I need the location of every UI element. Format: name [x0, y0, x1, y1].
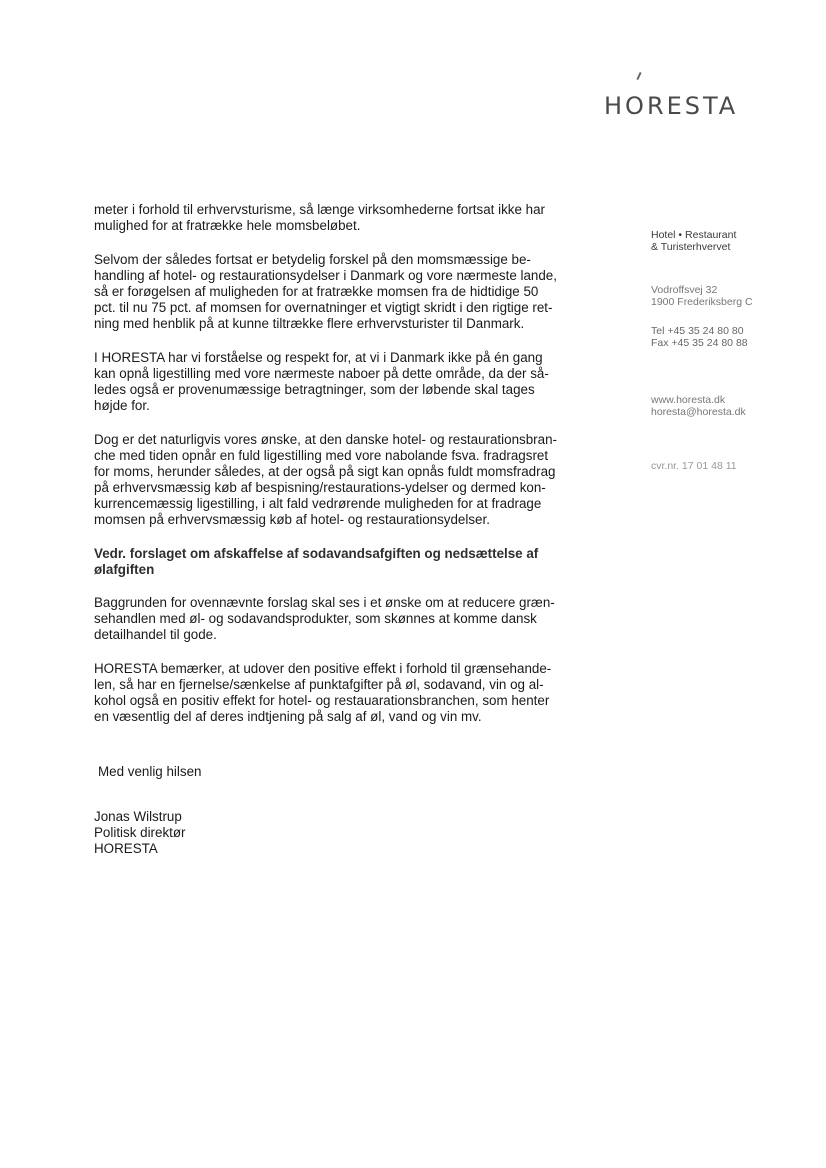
text-line: HORESTA bemærker, at udover den positive effekt i forhold til grænsehande-: [94, 661, 552, 676]
logo-accent-mark: [636, 72, 641, 80]
text-line: momsen på erhvervsmæssig køb af hotel- og restaurationsydelser.: [94, 512, 490, 527]
horesta-logo: [604, 80, 754, 120]
sidebar-line: Fax +45 35 24 80 88: [651, 337, 748, 349]
signature-block: [94, 809, 186, 857]
sidebar-email: horesta@horesta.dk: [651, 406, 746, 418]
text-line: Dog er det naturligvis vores ønske, at den danske hotel- og restaurationsbran-: [94, 432, 557, 447]
logo-text: HORESTA: [604, 92, 739, 120]
text-line: kurrencemæssig ligestilling, i alt fald vedrørende muligheden for at fradrage: [94, 496, 542, 511]
text-line: en væsentlig del af deres indtjening på salg af øl, vand og vin mv.: [94, 709, 482, 724]
text-line: mulighed for at fratrække hele momsbeløbet.: [94, 218, 361, 233]
section-heading: [94, 546, 584, 578]
paragraph-5: [94, 595, 584, 643]
text-line: handling af hotel- og restaurationsydelser i Danmark og vore nærmeste lande,: [94, 268, 557, 283]
text-line: så er forøgelsen af muligheden for at fratrække momsen fra de hidtidige 50: [94, 284, 539, 299]
text-line: sehandlen med øl- og sodavandsprodukter, som skønnes at komme dansk: [94, 611, 537, 626]
paragraph-2: [94, 252, 584, 332]
text-line: pct. til nu 75 pct. af momsen for overnatninger et vigtigt skridt i den rigtige ret-: [94, 300, 553, 315]
sidebar-line: & Turisterhvervet: [651, 241, 731, 253]
heading-line: Vedr. forslaget om afskaffelse af sodavandsafgiften og nedsættelse af: [94, 546, 539, 561]
text-line: kan opnå ligestilling med vore nærmeste naboer på dette område, da der så-: [94, 366, 549, 381]
sidebar-cvr: cvr.nr. 17 01 48 11: [651, 460, 737, 472]
paragraph-1: [94, 202, 584, 234]
text-line: I HORESTA har vi forståelse og respekt for, at vi i Danmark ikke på én gang: [94, 350, 543, 365]
text-line: ning med henblik på at kunne tiltrække flere erhvervsturister til Danmark.: [94, 316, 525, 331]
sidebar-line: 1900 Frederiksberg C: [651, 296, 753, 308]
sidebar-phone: [651, 325, 748, 349]
sidebar-line: Hotel • Restaurant: [651, 229, 737, 241]
text-line: ledes også er provenumæssige betragtninger, som der løbende skal tages: [94, 382, 535, 397]
text-line: Baggrunden for ovennævnte forslag skal ses i et ønske om at reducere græn-: [94, 595, 555, 610]
signature-title: Politisk direktør: [94, 825, 186, 840]
text-line: che med tiden opnår en fuld ligestilling med vore nabolande fsva. fradragsret: [94, 448, 549, 463]
signature-name: Jonas Wilstrup: [94, 809, 182, 824]
text-line: kohol også en positiv effekt for hotel- og restauarationsbranchen, som henter: [94, 693, 550, 708]
sidebar-website: www.horesta.dk: [651, 394, 726, 406]
text-line: Selvom der således fortsat er betydelig forskel på den momsmæssige be-: [94, 252, 531, 267]
sidebar-address: [651, 284, 753, 308]
text-line: meter i forhold til erhvervsturisme, så længe virksomhederne fortsat ikke har: [94, 202, 545, 217]
paragraph-3: [94, 350, 584, 414]
paragraph-6: [94, 661, 584, 725]
text-line: len, så har en fjernelse/sænkelse af punktafgifter på øl, sodavand, vin og al-: [94, 677, 544, 692]
sidebar-line: Tel +45 35 24 80 80: [651, 325, 744, 337]
sidebar-company: [651, 229, 736, 253]
letter-body: [94, 202, 584, 743]
text-line: for moms, herunder således, at der også på sigt kan opnås fuldt momsfradrag: [94, 464, 556, 479]
text-line: højde for.: [94, 398, 150, 413]
closing-greeting: Med venlig hilsen: [98, 764, 202, 779]
text-line: detailhandel til gode.: [94, 627, 217, 642]
sidebar-line: Vodroffsvej 32: [651, 284, 718, 296]
text-line: på erhvervsmæssig køb af bespisning/restaurations-ydelser og dermed kon-: [94, 480, 546, 495]
sidebar-web: [651, 394, 746, 418]
paragraph-4: [94, 432, 584, 528]
heading-line: ølafgiften: [94, 562, 155, 577]
signature-organization: HORESTA: [94, 841, 158, 856]
